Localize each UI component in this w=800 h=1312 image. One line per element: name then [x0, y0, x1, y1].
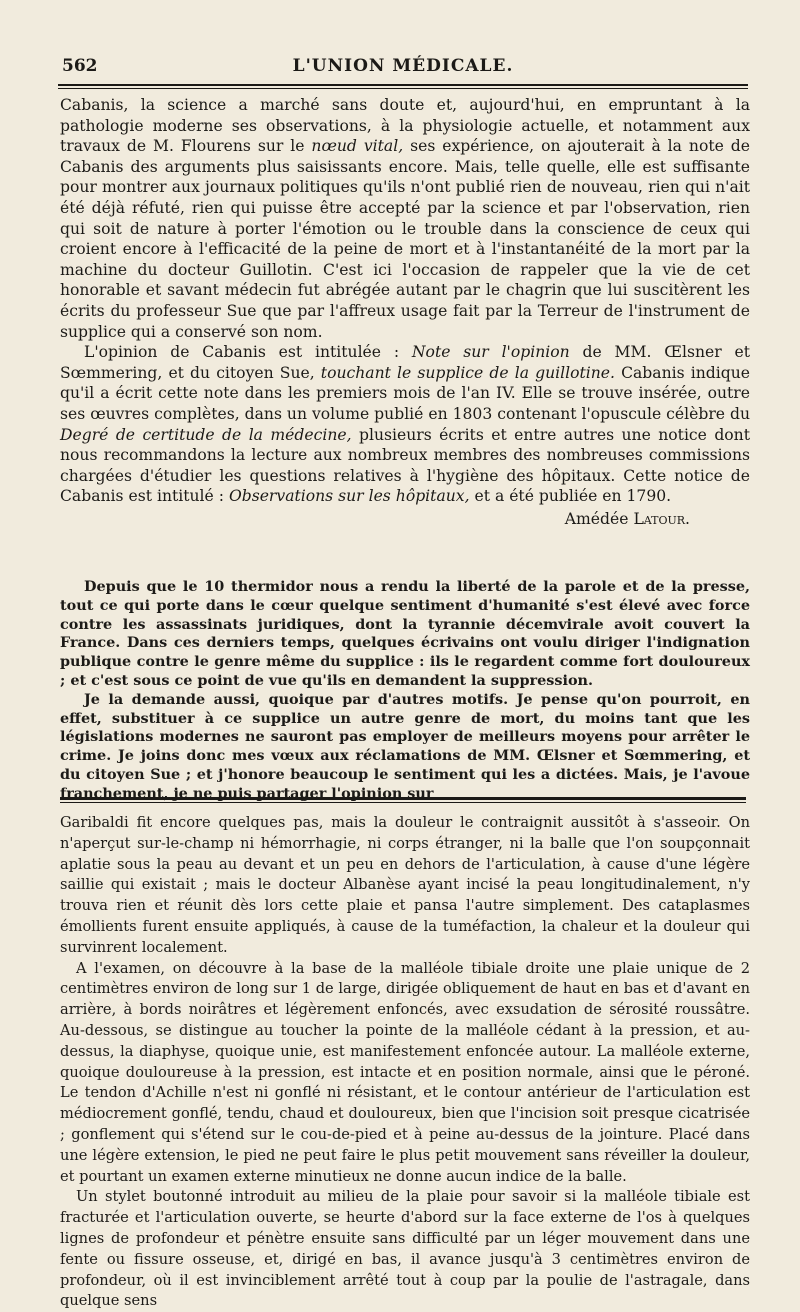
main-article [60, 95, 750, 529]
italic-span: Note sur l'opinion [411, 343, 570, 362]
header-rule-thin [58, 88, 748, 89]
feuilleton [60, 813, 750, 1312]
cabanis-quote [60, 578, 750, 804]
text-span: Cabanis indique qu'il a écrit cette note dans les premiers mois de l'an IV. Elle se trouve insérée, outre ses œuvres complètes, dans un volume publié en 1803 contenant l'opuscule célèbre du [60, 363, 750, 423]
paragraph-1 [60, 95, 750, 342]
quote-paragraph-2: Je la demande aussi, quoique par d'autres motifs. Je pense qu'on pourroit, en effet, substituer à ce supplice un autre genre de mort, du moins tant que les législations modernes ne sauront pas employer de meilleurs moyens pour arrêter le crime. Je joins donc mes vœux aux réclamations de MM. Œlsner et Sœmmering, et du citoyen Sue ; et j'honore beaucoup le sentiment qui les a dictées. Mais, je l'avoue franchement, je ne puis partager l'opinion sur [60, 690, 750, 802]
feuilleton-rule [60, 797, 746, 800]
italic-span: Degré de certitude de la médecine, [60, 425, 352, 444]
page-header [58, 52, 748, 78]
text-span: Cabanis, la science a marché sans doute et, aujourd'hui, en empruntant à la pathologie moderne ses observations, à la physiologie actuelle, et notamment aux travaux de M. Flourens sur le [60, 96, 750, 156]
italic-span: nœud vital, [311, 137, 404, 156]
page-number: 562 [62, 56, 98, 76]
italic-span: Observations sur les hôpitaux, [228, 487, 470, 506]
feuilleton-paragraph-1: Garibaldi fit encore quelques pas, mais la douleur le contraignit aussitôt à s'asseoir. On n'aperçut sur-le-champ ni hémorrhagie, ni corps étranger, ni la balle que l'on soupçonnait aplatie sous la peau au devant et un peu en dehors de l'articulation, à cause d'une légère saillie qui existait ; mais le docteur Albanèse ayant incisé la peau longitudinalement, n'y trouva rien et réunit dès lors cette plaie et pansa l'autre simplement. Des cataplasmes émollients furent ensuite appliqués, à cause de la tuméfaction, la chaleur et la douleur qui survinrent localement. [60, 814, 750, 956]
feuilleton-paragraph-2: A l'examen, on découvre à la base de la malléole tibiale droite une plaie unique de 2 centimètres environ de long sur 1 de large, dirigée obliquement de haut en bas et d'avant en arrière, à bords noirâtres et légèrement enfoncés, avec exsudation de sérosité roussâtre. Au-dessous, se distingue au toucher la pointe de la malléole cédant à la pression, et au-dessus, la diaphyse, quoique unie, est manifestement enfoncée autour. La malléole externe, quoique douloureuse à la pression, est intacte et en position normale, ainsi que le péroné. Le tendon d'Achille n'est ni gonflé ni résistant, et le contour antérieur de l'articulation est médiocrement gonflé, tendu, chaud et douloureux, bien que l'incision soit presque cicatrisée ; gonflement qui s'étend sur le cou-de-pied et à peine au-dessus de la jointure. Placé dans une légère extension, le pied ne peut faire le plus petit mouvement sans réveiller la douleur, et pourtant un examen externe minutieux ne donne aucun indice de la balle. [60, 959, 750, 1185]
feuilleton-rule-thin [60, 802, 746, 803]
header-rule [58, 84, 748, 86]
text-span: de MM. Œlsner et Sœmmering, et du citoyen Sue, [60, 343, 750, 382]
text-span: plusieurs écrits et entre autres une notice dont nous recommandons la lecture aux nombreux membres des nombreuses commissions chargées d'étudier les questions relatives à l'hygiène des hôpitaux. Cette notice de Cabanis est intitulé : [60, 425, 750, 506]
feuilleton-paragraph-3: Un stylet boutonné introduit au milieu de la plaie pour savoir si la malléole tibiale est fracturée et l'articulation ouverte, se heurte d'abord sur la face externe de l'os à quelques lignes de profondeur et pénètre ensuite sans difficulté par un léger mouvement dans une fente ou fissure osseuse, et, dirigé en bas, il avance jusqu'à 3 centimètres environ de profondeur, où il est invinciblement arrêté tout à coup par la poulie de l'astragale, dans quelque sens [60, 1188, 750, 1310]
text-span: ses expérience, on ajouterait à la note de Cabanis des arguments plus saisissants encore. Mais, telle quelle, elle est suffisante pour montrer aux journaux politiques qu'ils n'ont publié rien de nouveau, rien qui n'ait été déjà réfuté, rien qui puisse être accepté par la science et par l'observation, rien qui soit de nature à porter l'émotion ou le trouble dans la conscience de ceux qui croient encore à l'efficacité de la peine de mort et à l'instantanéité de la mort par la machine du docteur Guillotin. C'est ici l'occasion de rappeler que la vie de cet honorable et savant médecin fut abrégée autant par le chagrin que lui suscitèrent les écrits du professeur Sue que par l'affreux usage fait par la Terreur de l'instrument de supplice qui a conservé son nom. [60, 137, 750, 341]
signature-first: Amédée [564, 509, 634, 528]
italic-span: touchant le supplice de la guillotine. [320, 363, 615, 382]
text-span: L'opinion de Cabanis est intitulée : [84, 343, 412, 362]
running-title: L'UNION MÉDICALE. [292, 56, 514, 76]
text-span: et a été publiée en 1790. [469, 487, 672, 506]
author-signature [60, 509, 750, 530]
quote-paragraph-1: Depuis que le 10 thermidor nous a rendu la liberté de la parole et de la presse, tout ce qui porte dans le cœur quelque sentiment d'humanité s'est élevé avec force contre les assassinats juridiques, dont la tyrannie décemvirale avoit couvert la France. Dans ces derniers temps, quelques écrivains ont voulu diriger l'indignation publique contre le genre même du supplice : ils le regardent comme fort douloureux ; et c'est sous ce point de vue qu'ils en demandent la suppression. [60, 578, 750, 689]
signature-last: Latour. [633, 509, 690, 528]
paragraph-2 [60, 342, 750, 507]
